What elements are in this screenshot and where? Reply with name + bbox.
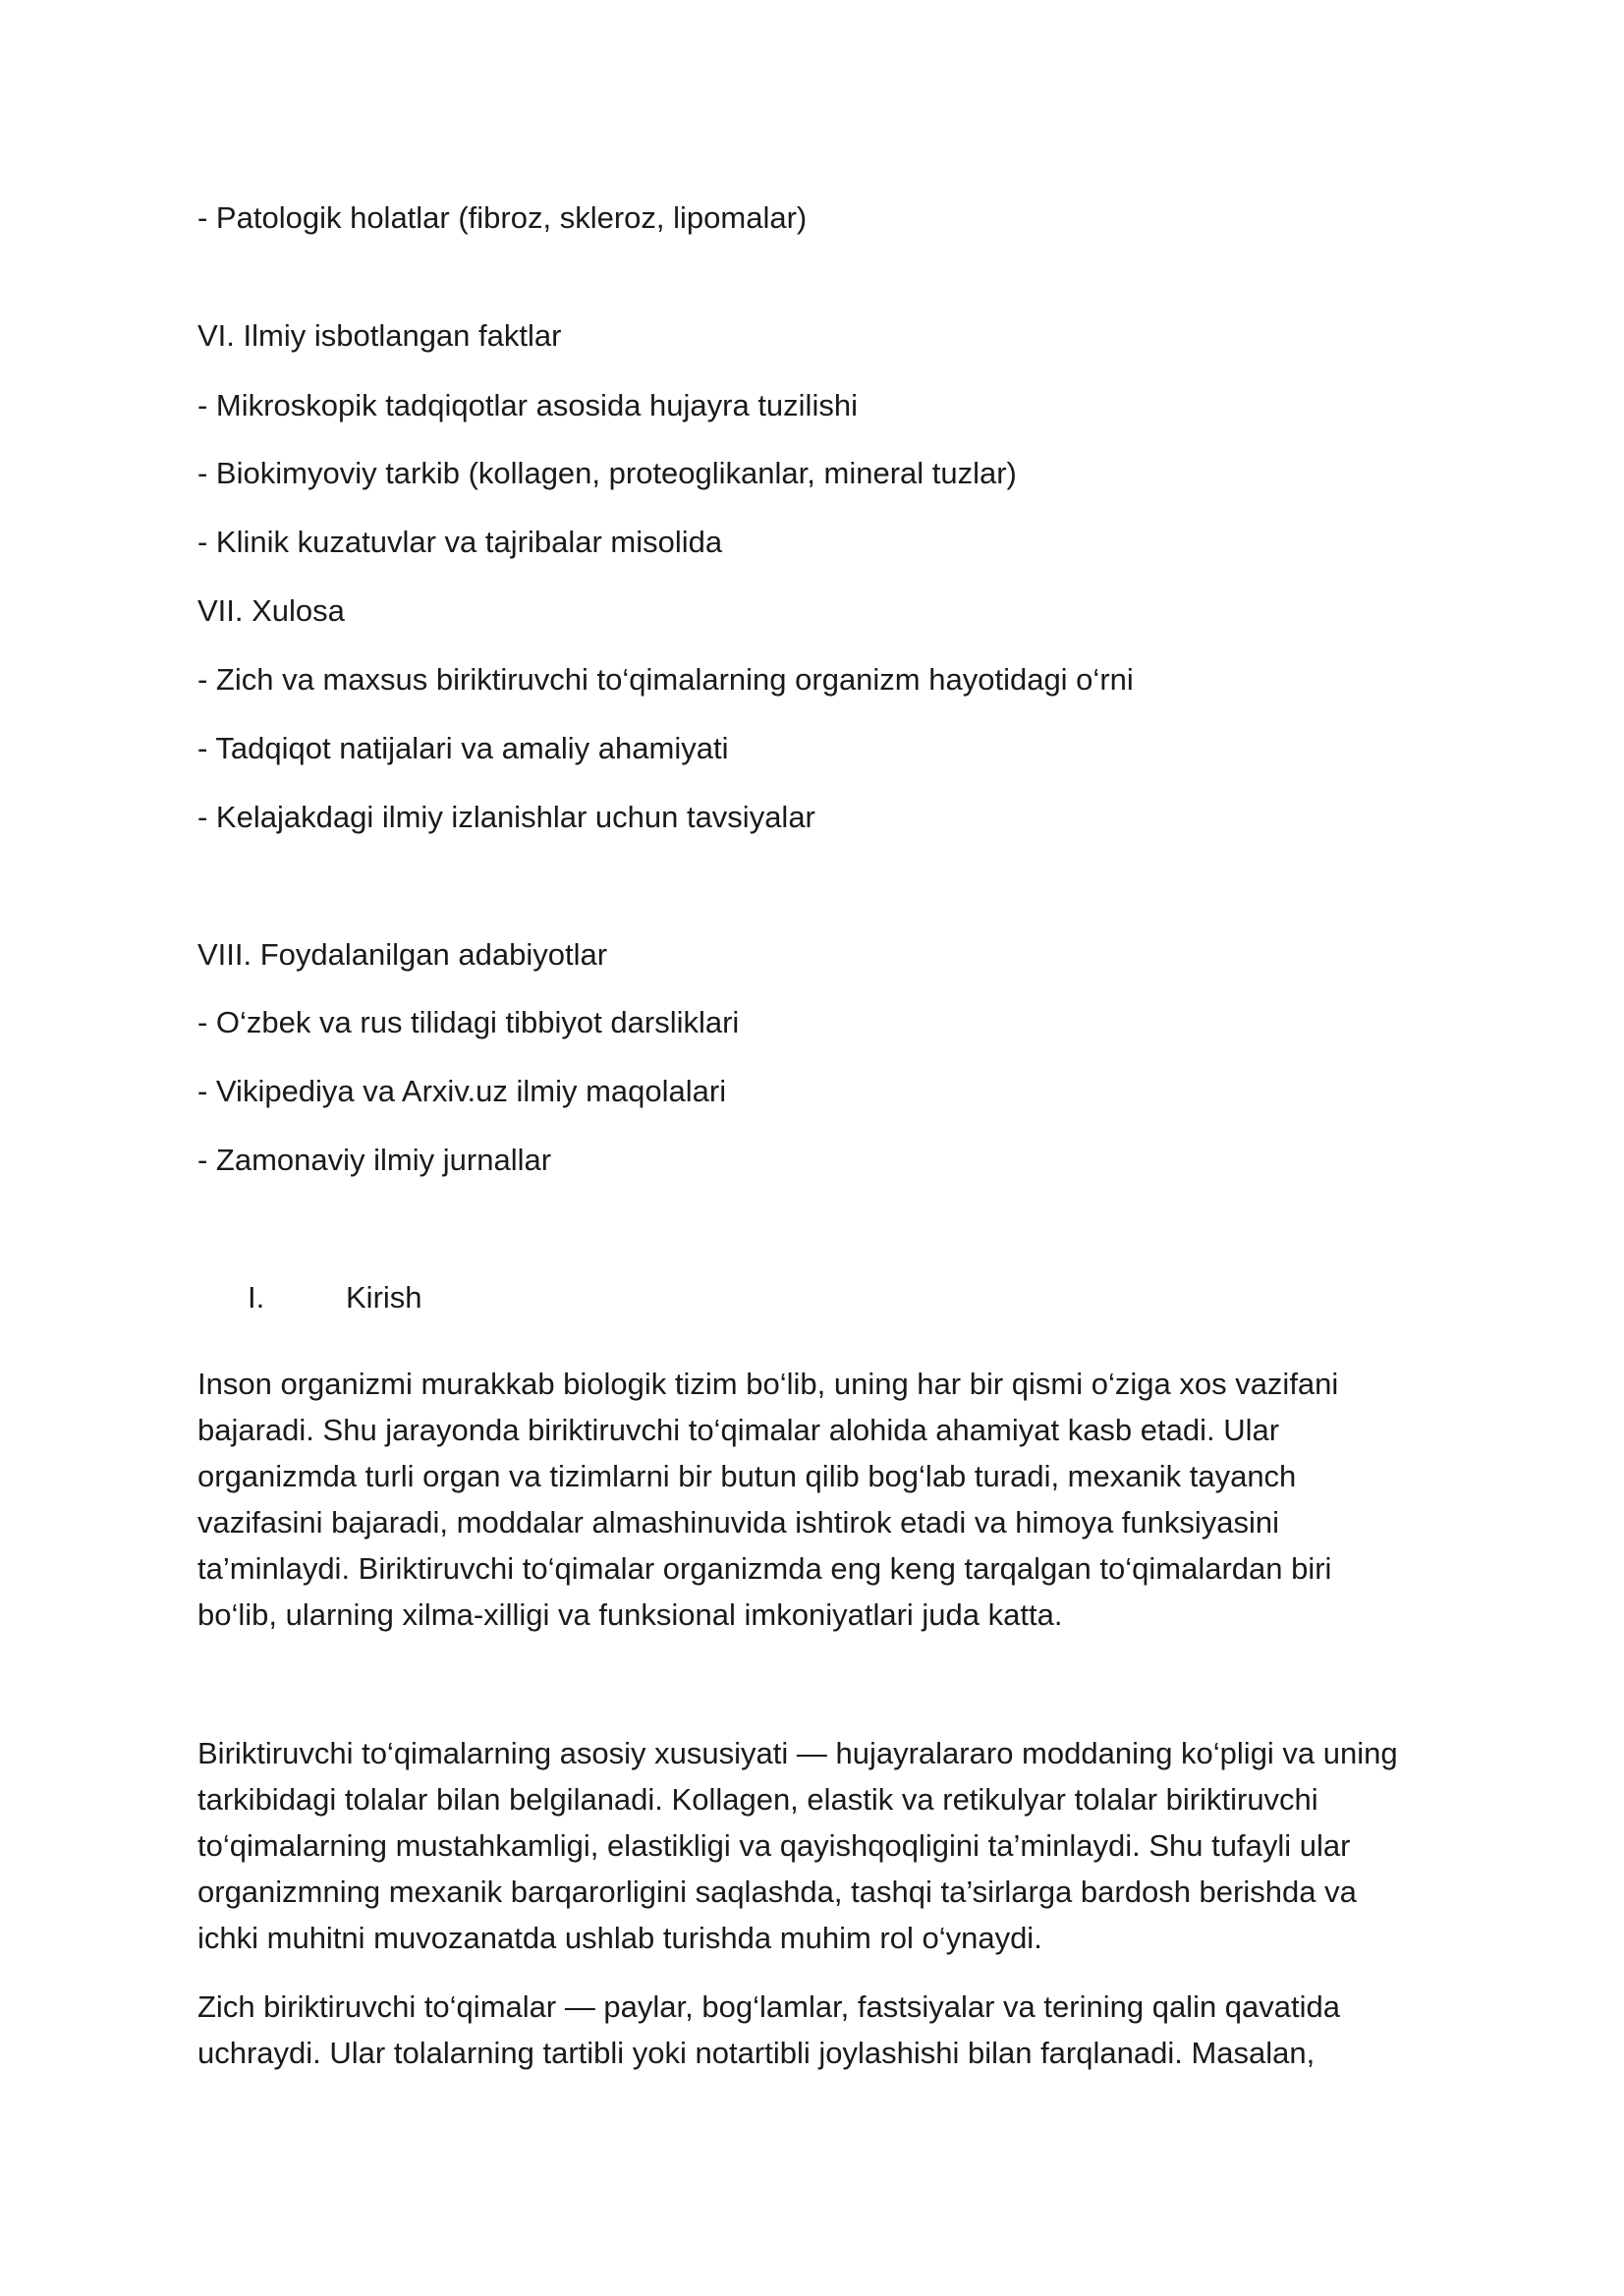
list-item: - Tadqiqot natijalari va amaliy ahamiyati <box>197 731 729 765</box>
list-item: - Mikroskopik tadqiqotlar asosida hujayra tuzilishi <box>197 388 858 422</box>
section-vi-heading: VI. Ilmiy isbotlangan faktlar <box>197 318 562 353</box>
list-item-pathological: - Patologik holatlar (fibroz, skleroz, lipomalar) <box>197 200 808 235</box>
section-i-number: I. <box>248 1280 265 1315</box>
paragraph: Biriktiruvchi to‘qimalarning asosiy xususiyati — hujayralararo moddaning ko‘pligi va uning tarkibidagi tolalar bilan belgilanadi. Kollagen, elastik va retikulyar tolalar biriktiruvchi to‘qimalarning mustahkamligi, elastikligi va qayishqoqligini ta’minlaydi. Shu tufayli ular organizmning mexanik barqarorligini saqlashda, tashqi ta’sirlarga bardosh berishda va ichki muhitni muvozanatda ushlab turishda muhim rol o‘ynaydi. <box>197 1736 1398 1955</box>
list-item: - Kelajakdagi ilmiy izlanishlar uchun tavsiyalar <box>197 800 815 834</box>
paragraph: Zich biriktiruvchi to‘qimalar — paylar, bog‘lamlar, fastsiyalar va terining qalin qavatida uchraydi. Ular tolalarning tartibli yoki notartibli joylashishi bilan farqlanadi. Masalan, <box>197 1989 1341 2070</box>
section-viii-heading: VIII. Foydalanilgan adabiyotlar <box>197 937 608 972</box>
list-item: - Zamonaviy ilmiy jurnallar <box>197 1143 552 1177</box>
list-item: - Klinik kuzatuvlar va tajribalar misolida <box>197 525 723 559</box>
list-item: - O‘zbek va rus tilidagi tibbiyot darsliklari <box>197 1005 740 1039</box>
section-vii-heading: VII. Xulosa <box>197 593 345 628</box>
list-item: - Vikipediya va Arxiv.uz ilmiy maqolalari <box>197 1074 727 1108</box>
section-i-title: Kirish <box>346 1280 422 1315</box>
list-item: - Biokimyoviy tarkib (kollagen, proteoglikanlar, mineral tuzlar) <box>197 456 1017 490</box>
paragraph: Inson organizmi murakkab biologik tizim bo‘lib, uning har bir qismi o‘ziga xos vazifani bajaradi. Shu jarayonda biriktiruvchi to‘qimalar alohida ahamiyat kasb etadi. Ular organizmda turli organ va tizimlarni bir butun qilib bog‘lab turadi, mexanik tayanch vazifasini bajaradi, moddalar almashinuvida ishtirok etadi va himoya funksiyasini ta’minlaydi. Biriktiruvchi to‘qimalar organizmda eng keng tarqalgan to‘qimalardan biri bo‘lib, ularning xilma-xilligi va funksional imkoniyatlari juda katta. <box>197 1367 1339 1632</box>
list-item: - Zich va maxsus biriktiruvchi to‘qimalarning organizm hayotidagi o‘rni <box>197 662 1134 697</box>
